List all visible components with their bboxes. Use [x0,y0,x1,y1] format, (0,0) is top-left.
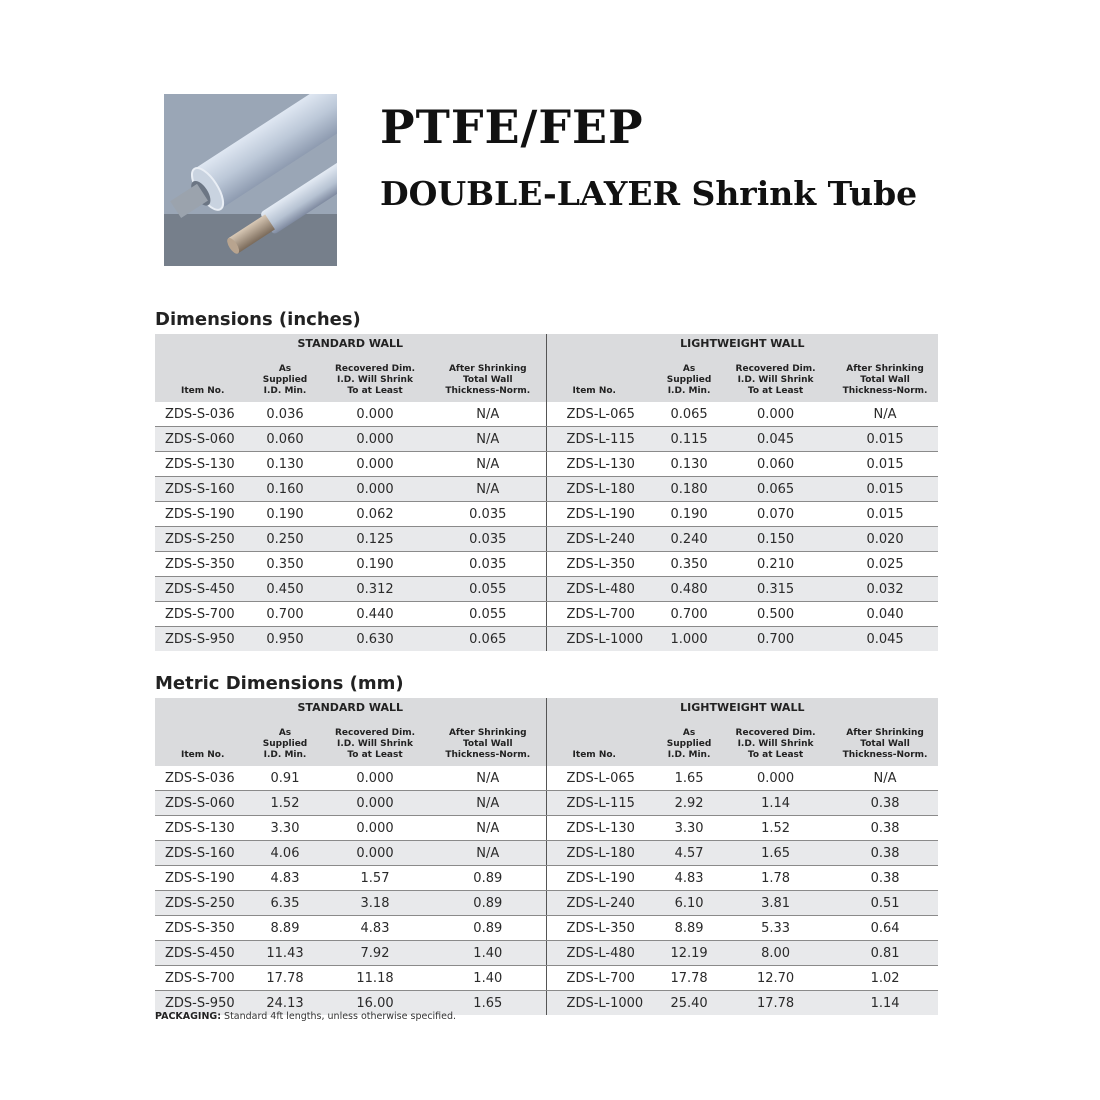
table-cell: 0.015 [832,427,938,452]
table-cell: 1.000 [670,631,708,647]
table-cell: ZDS-S-700 [155,602,250,627]
table-row [155,766,938,791]
table-cell: N/A [430,816,546,841]
table-cell: 0.035 [430,502,546,527]
table-cell: N/A [430,841,546,866]
table-cell: ZDS-S-350 [155,552,250,577]
col-recovered-dim: Recovered Dim. I.D. Will Shrink To at Least [335,728,415,760]
tubing-photo-icon [164,94,337,266]
page-title: PTFE/FEP [380,100,644,154]
inches-dimensions-table [155,334,938,651]
table-cell: 0.250 [250,527,320,552]
table-cell: 0.015 [832,452,938,477]
table-cell: 3.18 [320,891,430,916]
table-cell: ZDS-L-130 [546,452,659,477]
table-cell: 1.65 [473,995,503,1011]
table-cell: 0.065 [469,631,507,647]
col-after-shrinking: After Shrinking Total Wall Thickness-Norm. [445,364,531,396]
table-cell: ZDS-S-060 [155,427,250,452]
table-cell: 4.83 [659,866,719,891]
table-cell: 2.92 [659,791,719,816]
table-cell: 0.000 [320,816,430,841]
col-item-no: Item No. [546,717,659,766]
metric-section-title: Metric Dimensions (mm) [155,673,404,694]
table-cell: ZDS-S-190 [155,866,250,891]
table-cell: 12.19 [659,941,719,966]
table-cell: 6.35 [250,891,320,916]
table-cell: 17.78 [250,966,320,991]
table-cell: N/A [430,477,546,502]
table-cell: ZDS-L-065 [546,402,659,427]
table-cell: 3.30 [659,816,719,841]
table-row [155,627,938,652]
table-cell: 0.700 [250,602,320,627]
table-cell: 0.040 [832,602,938,627]
col-as-supplied: As Supplied I.D. Min. [262,364,308,396]
table-cell: ZDS-S-036 [155,402,250,427]
table-cell: 0.64 [832,916,938,941]
table-cell: 0.015 [832,502,938,527]
table-cell: 5.33 [719,916,832,941]
table-row [155,577,938,602]
table-cell: 0.210 [719,552,832,577]
table-cell: 0.000 [320,427,430,452]
table-cell: 0.450 [250,577,320,602]
table-row [155,427,938,452]
table-row [155,552,938,577]
table-cell: 0.700 [756,631,795,647]
table-cell: ZDS-S-130 [155,816,250,841]
table-cell: 0.500 [719,602,832,627]
table-row [155,941,938,966]
lightweight-wall-header: LIGHTWEIGHT WALL [546,698,938,717]
table-cell: 0.480 [659,577,719,602]
table-cell: ZDS-L-190 [546,502,659,527]
table-cell: N/A [430,766,546,791]
col-as-supplied: As Supplied I.D. Min. [262,728,308,760]
table-cell: 4.06 [250,841,320,866]
table-cell: 0.700 [659,602,719,627]
table-cell: 1.57 [320,866,430,891]
col-recovered-dim: Recovered Dim. I.D. Will Shrink To at Least [735,364,816,396]
table-cell: ZDS-S-060 [155,791,250,816]
table-cell: ZDS-L-350 [546,916,659,941]
table-cell: 0.060 [250,427,320,452]
inches-section-title: Dimensions (inches) [155,309,361,330]
table-cell: 0.38 [832,816,938,841]
table-cell: ZDS-S-250 [155,527,250,552]
table-cell: 0.115 [659,427,719,452]
table-cell: 0.950 [266,631,304,647]
table-cell: 0.51 [832,891,938,916]
table-cell: 0.045 [866,631,904,647]
table-cell: 0.020 [832,527,938,552]
table-cell: 0.036 [250,402,320,427]
table-cell: ZDS-S-160 [155,841,250,866]
table-cell: 0.160 [250,477,320,502]
table-cell: 8.89 [250,916,320,941]
table-row [155,502,938,527]
table-cell: 0.000 [320,766,430,791]
table-cell: N/A [430,791,546,816]
table-row [155,477,938,502]
table-row [155,841,938,866]
table-cell: ZDS-L-115 [546,791,659,816]
table-row [155,602,938,627]
table-cell: ZDS-L-065 [546,766,659,791]
table-cell: 0.032 [832,577,938,602]
table-cell: 1.14 [719,791,832,816]
table-cell: 0.190 [659,502,719,527]
table-cell: 0.055 [430,577,546,602]
table-cell: 24.13 [266,995,304,1011]
table-cell: ZDS-S-130 [155,452,250,477]
table-cell: 0.062 [320,502,430,527]
table-cell: 0.630 [356,631,394,647]
table-cell: 0.035 [430,552,546,577]
table-cell: 1.65 [659,766,719,791]
table-cell: ZDS-L-700 [546,966,659,991]
table-cell: ZDS-L-1000 [546,627,659,652]
table-cell: 0.38 [832,866,938,891]
table-cell: 0.000 [719,766,832,791]
col-recovered-dim: Recovered Dim. I.D. Will Shrink To at Least [735,728,816,760]
table-cell: 25.40 [670,995,708,1011]
table-row [155,527,938,552]
table-row [155,452,938,477]
table-cell: 0.000 [320,841,430,866]
table-cell: 0.240 [659,527,719,552]
table-cell: ZDS-S-350 [155,916,250,941]
table-cell: ZDS-S-950 [165,995,235,1011]
table-cell: ZDS-L-180 [546,477,659,502]
table-cell: 1.52 [719,816,832,841]
table-cell: 6.10 [659,891,719,916]
table-cell: ZDS-L-700 [546,602,659,627]
table-cell: 0.060 [719,452,832,477]
table-cell: 1.14 [870,995,900,1011]
table-cell: 3.81 [719,891,832,916]
table-cell: 4.83 [320,916,430,941]
table-cell: N/A [430,402,546,427]
table-cell: ZDS-S-190 [155,502,250,527]
metric-dimensions-table [155,698,938,1015]
table-cell: 0.055 [430,602,546,627]
table-cell: ZDS-S-450 [155,577,250,602]
table-cell: ZDS-L-130 [546,816,659,841]
table-row [155,866,938,891]
table-cell: 0.000 [320,452,430,477]
table-cell: 0.89 [430,891,546,916]
table-row [155,966,938,991]
table-cell: 1.52 [250,791,320,816]
table-cell: 0.89 [430,916,546,941]
table-cell: 0.81 [832,941,938,966]
table-cell: ZDS-L-180 [546,841,659,866]
table-cell: 0.000 [719,402,832,427]
table-cell: 0.315 [719,577,832,602]
table-cell: ZDS-L-115 [546,427,659,452]
col-as-supplied: As Supplied I.D. Min. [666,364,712,396]
col-item-no: Item No. [181,750,225,760]
col-after-shrinking: After Shrinking Total Wall Thickness-Norm. [445,728,531,760]
table-cell: 0.180 [659,477,719,502]
table-cell: 11.18 [320,966,430,991]
table-cell: 0.130 [250,452,320,477]
col-as-supplied: As Supplied I.D. Min. [666,728,712,760]
table-cell: 0.130 [659,452,719,477]
table-cell: 7.92 [320,941,430,966]
table-cell: ZDS-L-480 [546,941,659,966]
table-cell: 0.000 [320,402,430,427]
col-item-no: Item No. [546,353,659,402]
table-row [155,891,938,916]
page-subtitle: DOUBLE-LAYER Shrink Tube [380,174,918,213]
table-cell: 0.000 [320,477,430,502]
table-cell: N/A [430,427,546,452]
lightweight-wall-header: LIGHTWEIGHT WALL [546,334,938,353]
table-cell: ZDS-L-240 [546,891,659,916]
packaging-label: PACKAGING: [155,1011,222,1022]
table-cell: 0.035 [430,527,546,552]
table-cell: 3.30 [250,816,320,841]
table-cell: 0.150 [719,527,832,552]
table-cell: ZDS-S-700 [155,966,250,991]
table-cell: 0.312 [320,577,430,602]
table-cell: 12.70 [719,966,832,991]
table-row [155,791,938,816]
table-cell: 0.350 [250,552,320,577]
table-cell: 0.125 [320,527,430,552]
col-item-no: Item No. [181,386,225,396]
col-after-shrinking: After Shrinking Total Wall Thickness-Norm. [842,364,928,396]
table-cell: 0.070 [719,502,832,527]
table-cell: 0.025 [832,552,938,577]
table-cell: 17.78 [659,966,719,991]
table-cell: 17.78 [756,995,795,1011]
table-cell: 16.00 [356,995,394,1011]
table-row [155,916,938,941]
table-cell: 0.350 [659,552,719,577]
table-cell: ZDS-S-450 [155,941,250,966]
table-cell: 0.38 [832,841,938,866]
table-cell: 4.57 [659,841,719,866]
table-cell: ZDS-S-160 [155,477,250,502]
table-cell: N/A [832,402,938,427]
table-cell: 4.83 [250,866,320,891]
table-cell: ZDS-L-350 [546,552,659,577]
table-cell: 0.38 [832,791,938,816]
table-cell: ZDS-L-190 [546,866,659,891]
table-cell: ZDS-S-950 [165,631,235,647]
packaging-note [155,1012,456,1022]
standard-wall-header: STANDARD WALL [297,337,404,350]
table-cell: 0.89 [430,866,546,891]
table-cell: 8.89 [659,916,719,941]
col-after-shrinking: After Shrinking Total Wall Thickness-Norm. [842,728,928,760]
table-cell: 0.000 [320,791,430,816]
table-row [155,402,938,427]
table-cell: 1.40 [430,966,546,991]
table-cell: N/A [430,452,546,477]
table-cell: 11.43 [250,941,320,966]
table-cell: ZDS-S-250 [155,891,250,916]
col-recovered-dim: Recovered Dim. I.D. Will Shrink To at Least [335,364,415,396]
table-cell: ZDS-L-480 [546,577,659,602]
table-cell: 0.015 [832,477,938,502]
table-cell: ZDS-S-036 [155,766,250,791]
table-cell: 0.190 [320,552,430,577]
table-cell: 1.40 [430,941,546,966]
table-cell: 1.02 [832,966,938,991]
table-cell: ZDS-L-240 [546,527,659,552]
table-cell: 0.190 [250,502,320,527]
packaging-text: Standard 4ft lengths, unless otherwise specified. [224,1011,457,1022]
table-cell: 0.045 [719,427,832,452]
table-cell: 0.440 [320,602,430,627]
table-cell: 0.065 [719,477,832,502]
table-cell: N/A [832,766,938,791]
table-cell: 1.78 [719,866,832,891]
table-cell: ZDS-L-1000 [546,991,659,1016]
standard-wall-header: STANDARD WALL [297,701,404,714]
table-cell: 1.65 [719,841,832,866]
table-cell: 0.91 [250,766,320,791]
table-cell: 8.00 [719,941,832,966]
table-cell: 0.065 [659,402,719,427]
table-row [155,816,938,841]
